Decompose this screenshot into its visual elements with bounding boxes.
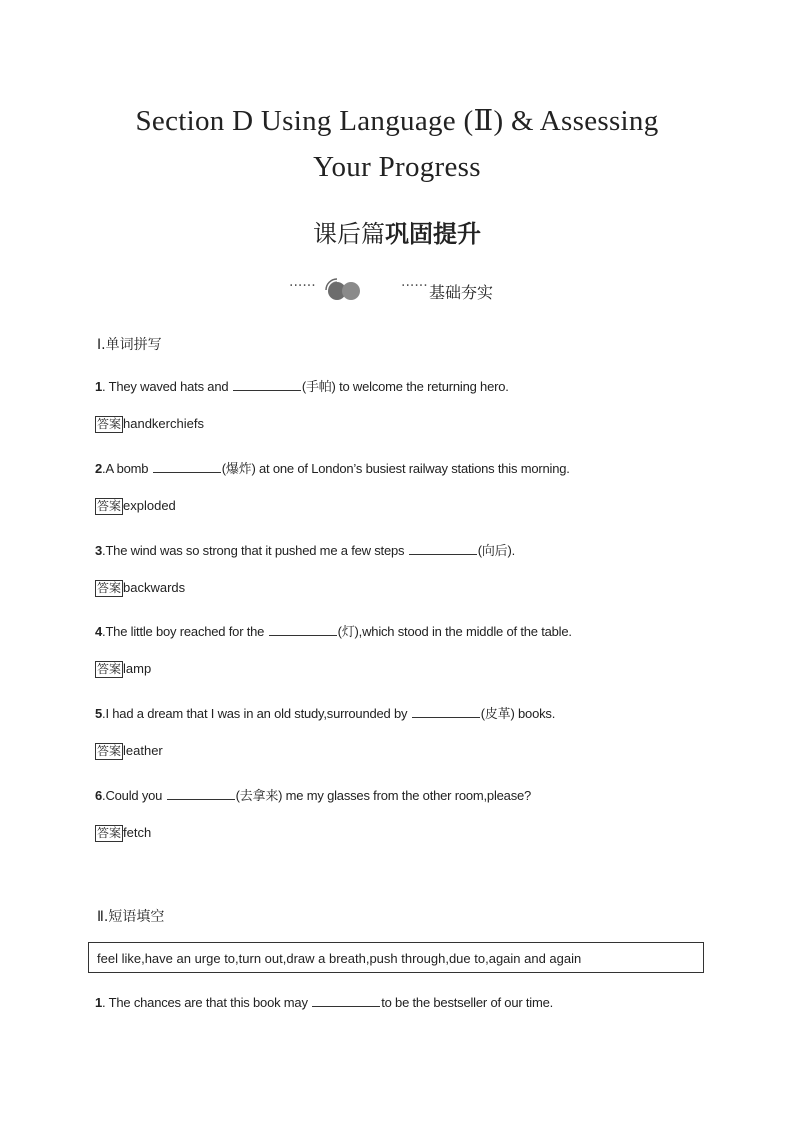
answer-blank — [153, 461, 221, 473]
question-number: 1 — [95, 379, 103, 394]
subtitle-bold: 巩固提升 — [385, 220, 481, 248]
answer-label-box: 答案 — [97, 581, 122, 595]
banner-dots-right: ······ — [401, 278, 428, 294]
subtitle-normal: 课后篇 — [313, 220, 385, 248]
question-3 — [95, 540, 515, 559]
circles-emblem-icon — [322, 276, 366, 302]
answer-label-box: 答案 — [97, 826, 122, 840]
answer-text: backwards — [123, 580, 186, 595]
answer-label-box: 答案 — [97, 499, 122, 513]
question-text-pre: . The chances are that this book may — [102, 995, 312, 1010]
answer-3 — [95, 580, 185, 597]
section-2-heading: Ⅱ.短语填空 — [97, 909, 165, 925]
answer-text: lamp — [123, 661, 152, 676]
question-text-post: (手帕) to welcome the returning hero. — [301, 379, 509, 394]
question-number: 6 — [95, 788, 103, 803]
answer-2 — [95, 498, 176, 515]
answer-blank — [233, 379, 301, 391]
question-text-post: (去拿来) me my glasses from the other room,please? — [235, 788, 532, 803]
answer-text: fetch — [123, 825, 152, 840]
question-text-post: (爆炸) at one of London’s busiest railway stations this morning. — [221, 461, 570, 476]
question-text-pre: .A bomb — [102, 461, 152, 476]
question-number: 1 — [95, 995, 103, 1010]
question-text-pre: . They waved hats and — [102, 379, 232, 394]
subtitle — [0, 214, 794, 249]
answer-text: handkerchiefs — [123, 416, 204, 431]
question-text-pre: .The wind was so strong that it pushed me a few steps — [102, 543, 408, 558]
section-banner — [289, 276, 549, 302]
question-1 — [95, 376, 509, 395]
answer-label-box: 答案 — [97, 662, 122, 676]
answer-blank — [312, 995, 380, 1007]
question-text-pre: .The little boy reached for the — [102, 624, 268, 639]
question-2-1 — [95, 995, 553, 1010]
answer-blank — [167, 788, 235, 800]
question-text-pre: .Could you — [102, 788, 166, 803]
question-number: 5 — [95, 706, 103, 721]
question-number: 4 — [95, 624, 103, 639]
answer-text: exploded — [123, 498, 176, 513]
question-6 — [95, 785, 531, 804]
answer-blank — [409, 543, 477, 555]
banner-label: 基础夯实 — [429, 283, 494, 302]
page-title-line-2: Your Progress — [313, 151, 481, 183]
answer-6 — [95, 825, 151, 842]
question-2 — [95, 458, 570, 477]
question-text-pre: .I had a dream that I was in an old study,surrounded by — [102, 706, 411, 721]
page-title-line-1: Section D Using Language (Ⅱ) & Assessing — [135, 105, 659, 137]
answer-label-box: 答案 — [97, 417, 122, 431]
question-text-post: (灯),which stood in the middle of the table. — [337, 624, 572, 639]
question-text-post: to be the bestseller of our time. — [381, 995, 554, 1010]
answer-5 — [95, 743, 163, 760]
answer-label-box: 答案 — [97, 744, 122, 758]
question-5 — [95, 703, 555, 722]
question-text-post: (向后). — [477, 543, 516, 558]
answer-blank — [269, 624, 337, 636]
section-1-heading: Ⅰ.单词拼写 — [97, 337, 162, 353]
answer-1 — [95, 416, 204, 433]
answer-4 — [95, 661, 151, 678]
phrase-bank-box: feel like,have an urge to,turn out,draw a breath,push through,due to,again and again — [88, 942, 704, 973]
banner-dots-left: ······ — [289, 278, 316, 294]
question-number: 3 — [95, 543, 103, 558]
question-number: 2 — [95, 461, 103, 476]
question-text-post: (皮革) books. — [480, 706, 556, 721]
answer-text: leather — [123, 743, 163, 758]
question-4 — [95, 621, 572, 640]
answer-blank — [412, 706, 480, 718]
